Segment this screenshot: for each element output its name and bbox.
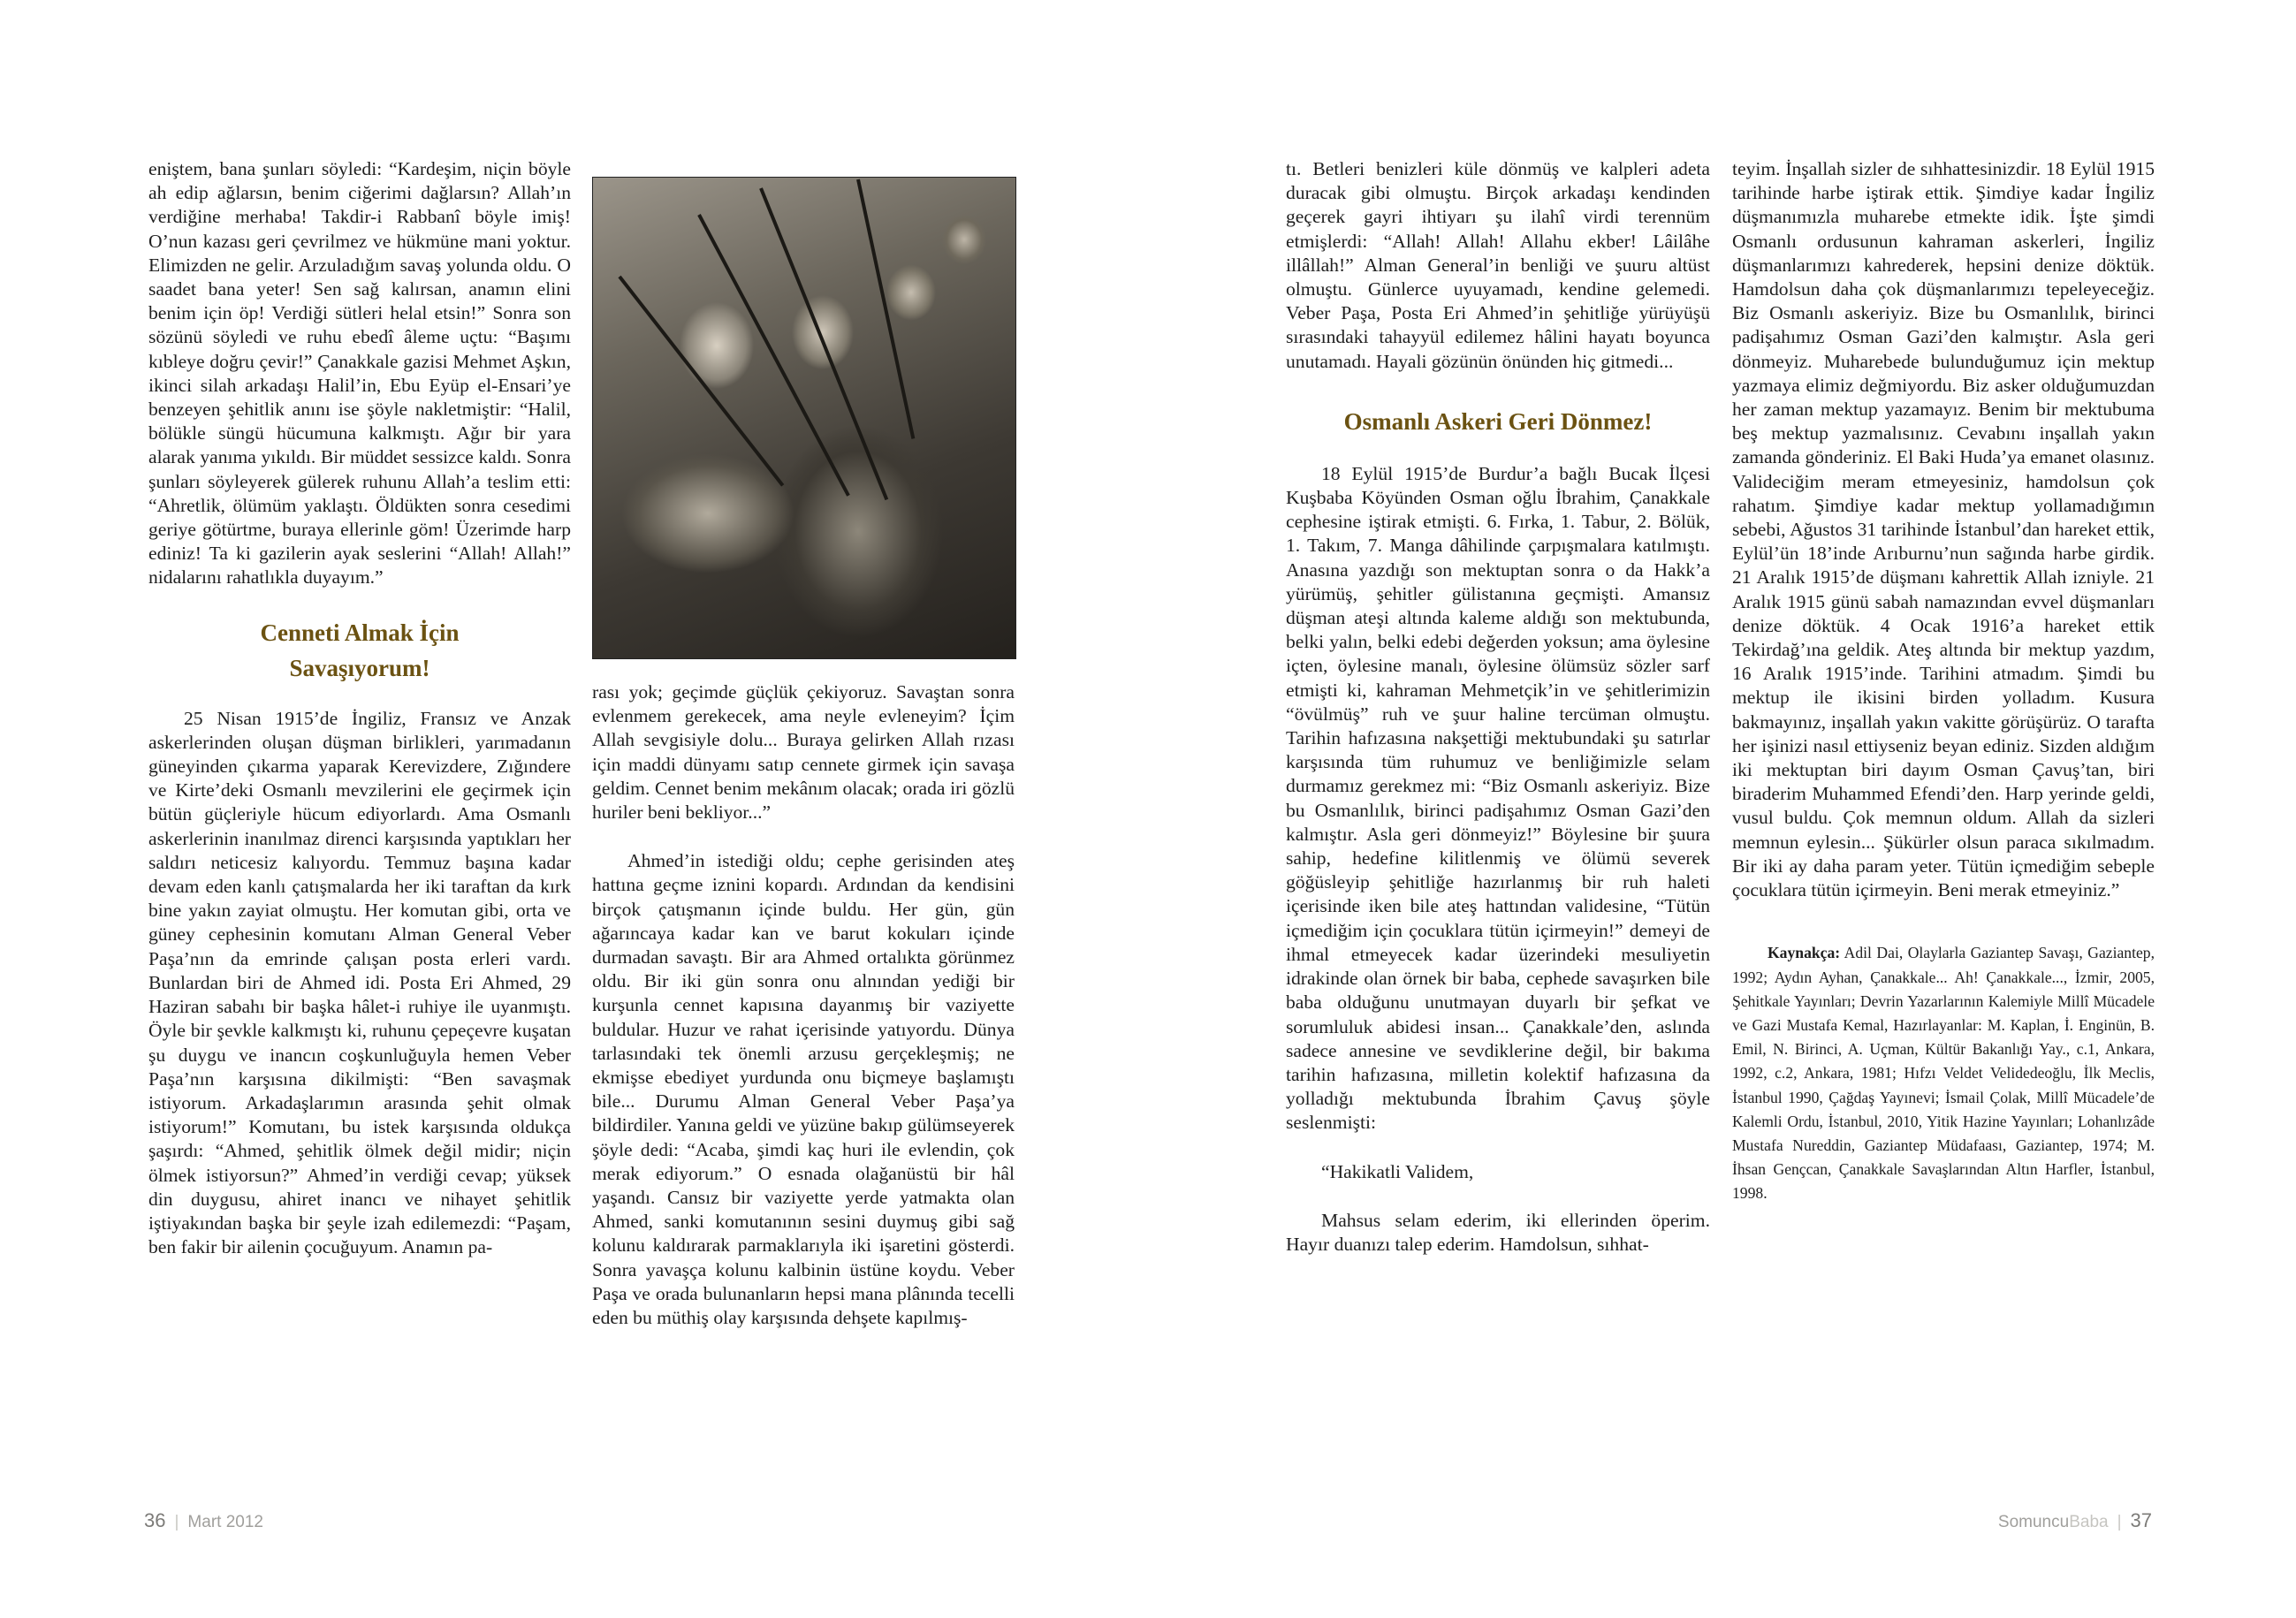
soldiers-photo <box>592 177 1016 659</box>
issue-date: Mart 2012 <box>187 1513 263 1531</box>
section-heading: Cenneti Almak İçin Savaşıyorum! <box>260 619 460 681</box>
right-column-2 <box>1732 157 2155 1206</box>
letter-salutation: “Hakikatli Validem, <box>1321 1160 1474 1182</box>
paragraph: enіştem, bana şunları söyledi: “Kardeşim, niçin böyle ah edip ağlarsın, benim ciğerimi dağlarsın? Allah’ın verdiğine merhaba! Takdir-i Rabbanî böyle imiş! O’nun kazası geri çevrilmez ve hükmüne mani yoktur. Elimizden ne gelir. Arzuladığım savaş yolunda oldu. O saadet bana yeter! Sen sağ kalırsan, anamın elini benim için öp! Verdiği sütleri helal etsin!” Sonra son sözünü söyledi ve ruhu ebedî âleme uçtu: “Başımı kıbleye doğru çevir!” Çanakkale gazisi Mehmet Aşkın, ikinci silah arkadaşı Halil’in, Ebu Eyüp el-Ensari’ye benzeyen şehitlik anını ise şöyle nakletmiştir: “Halil, bölükle süngü hücumuna kalkmıştı. Ağır bir yara alarak yanıma yıkıldı. Bir müddet sessizce kaldı. Sonra şunları söyleyerek gülerek ruhunu Allah’a teslim etti: “Ahretlik, ölümüm yaklaştı. Öldükten sonra cesedimi geriye götürtme, buraya ellerinle göm! Üzerimde harp ediniz! Ta ki gazilerin ayak seslerini “Allah! Allah!” nidalarını rahatlıkla duyayım.” <box>148 158 571 589</box>
page-number: 36 <box>144 1509 166 1531</box>
paragraph: teyim. İnşallah sizler de sıhhattesinizdir. 18 Eylül 1915 tarihinde harbe iştirak ettik. Şimdiye kadar İngiliz düşmanımızla muharebe etmekte idik. İşte şimdi Osmanlı ordusunun kahraman askerleri, İngiliz düşmanlarımızı kahrederek, hepsini denize döktük. Hamdolsun daha çok düşmanlarımızı tepeleyeceğiz. Biz Osmanlı askeriyiz. Bize bu Osmanlılık, birinci padişahımız Osman Gazi’den kalmıştır. Asla geri dönmeyiz. Muharebede bulunduğumuz için mektup yazmaya elimiz değmiyordu. Biz asker olduğumuzdan her zaman mektup yazamayız. Benim bir mektubuma beş mektup yazmalısınız. Cevabını inşallah yakın zamanda gönderiniz. El Baki Huda’ya emanet olasınız. Valideciğim meram etmeyesiniz, hamdolsun çok rahatım. Şimdiye kadar mektup yollamadığımın sebebi, Ağustos 31 tarihinde İstanbul’dan hareket ettik, Eylül’ün 18’inde Arıburnu’nun sağında harbe girdik. 21 Aralık 1915’de düşmanı kahrettik Allah izniyle. 21 Aralık 1915 günü sabah namazından evvel düşmanları denize döktük. 4 Ocak 1916’a hareket ettik Tekirdağ’ına geldik. Ateş altında bir mektup yazdım, 16 Aralık 1915’inde. Tarihini atmadım. Şimdi bu mektup ile ikisini birden yolladım. Kusura bakmayınız, inşallah yakın vakitte görüşürüz. O tarafta her işinizi nasıl ettiyseniz beyan ediniz. Sizden aldığım iki mektuptan biri dayım Osman Çavuş’tan, biri biraderim Muhammed Efendi’den. Harp yerinde geldi, vusul buldu. Çok memnun oldum. Allah da sizleri memnun eylesin... Şükürler olsun paraca sıkılmadım. Bir iki ay daha param yeter. Tütün içmediğim sebeple çocuklara tütün içirmeyin. Beni merak etmeyiniz.” <box>1732 158 2155 901</box>
section-heading: Osmanlı Askeri Geri Dönmez! <box>1343 407 1653 435</box>
brand-part-2: Baba <box>2069 1513 2109 1531</box>
right-footer: SomuncuBaba | 37 <box>1997 1509 2152 1531</box>
right-column-1 <box>1286 157 1710 1257</box>
paragraph: tı. Betleri benizleri küle dönmüş ve kalpleri adeta duracak gibi olmuştu. Birçok arkadaşı kendinden geçerek gayri ihtiyarı şu ilahî virdi terennüm etmişlerdi: “Allah! Allah! Allahu ekber! Lâilâhe illâllah!” Alman General’in benliği ve şuuru altüst olmuştu. Günlerce uyuyamadı, kendine gelemedi. Veber Paşa, Posta Eri Ahmed’in şehitliğe yürüyüşü sırasındaki tahayyül edilemez hâlini hayatı boyunca unutamadı. Hayali gözünün önünden hiç gitmedi... <box>1286 158 1710 372</box>
left-column-2 <box>592 680 1015 1330</box>
references-label: Kaynakça: <box>1768 944 1841 962</box>
paragraph: Ahmed’in istediği oldu; cephe gerisinden ateş hattına geçme iznini kopardı. Ardından da kendisini birçok çatışmanın içinde buldu. Her gün, gün ağarıncaya kadar kan ve barut kokuları içinde durmadan savaştı. Bir ara Ahmed ortalıkta görünmez oldu. Bir iki gün sonra onu alnından yediği bir kurşunla cennet kapısına dayanmış bir vaziyette buldular. Huzur ve rahat içerisinde yatıyordu. Dünya tarlasındaki tek önemli arzusu gerçekleşmiş; ne ekmişse ebediyet yurdunda onu biçmeye başlamıştı bile... Durumu Alman General Veber Paşa’ya bildirdiler. Yanına geldi ve yüzüne bakıp gülümseyerek şöyle dedi: “Acaba, şimdi kaç huri ile evlendin, çok merak ediyorum.” O esnada olağanüstü bir hâl yaşandı. Cansız bir vaziyette yerde yatmakta olan Ahmed, sanki komutanının sesini duymuş gibi sağ kolunu kaldırarak parmaklarıyla iki işaretini gösterdi. Sonra yavaşça kolunu kalbinin üstüne koydu. Veber Paşa ve orada bulunanların hepsi mana plânında tecelli eden bu müthiş olay karşısında dehşete kapılmış- <box>592 850 1015 1329</box>
paragraph: Mahsus selam ederim, iki ellerinden öperim. Hayır duanızı talep ederim. Hamdolsun, sıhhat- <box>1286 1209 1710 1255</box>
brand-logo <box>1998 1513 2109 1531</box>
left-footer: 36 | Mart 2012 <box>144 1509 263 1531</box>
left-column-1 <box>148 157 571 1259</box>
paragraph: 25 Nisan 1915’de İngiliz, Fransız ve Anzak askerlerinden oluşan düşman birlikleri, yarımadanın güneyinden çıkarma yaparak Kerevizdere, Zığındere ve Kirte’deki Osmanlı mevzilerini ele geçirmek için bütün güçleriyle hücum ediyorlardı. Ama Osmanlı askerlerinin inanılmaz direnci karşısında yaptıkları her saldırı neticesiz kalıyordu. Temmuz başına kadar devam eden kanlı çatışmalarda her iki taraftan da kırk bine yakın zayiat olmuştu. Her komutan gibi, orta ve güney cephesinin komutanı Alman General Veber Paşa’nın da emrinde çalışan posta erleri vardı. Bunlardan biri de Ahmed idi. Posta Eri Ahmed, 29 Haziran sabahı bir başka hâlet-i ruhiye ile uyanmıştı. Öyle bir şevkle kalkmıştı ki, ruhunu çepeçevre kuşatan şu duygu ve inancın coşkunluğuyla hemen Veber Paşa’nın karşısına dikilmişti: “Ben savaşmak istiyorum. Arkadaşlarımın arasında şehit olmak istiyorum!” Komutanı, bu istek karşısında oldukça şaşırdı: “Ahmed, şehitlik ölmek değil midir; niçin ölmek istiyorsun?” Ahmed’in verdiği cevap; yüksek din duygusu, ahiret inancı ve nihayet şehitlik iştiyakından başka bir şeyle izah edilemezdi: “Paşam, ben fakir bir ailenin çocuğuyum. Anamın pa- <box>148 707 571 1258</box>
brand-part-1: Somuncu <box>1997 1513 2070 1531</box>
page-number: 37 <box>2130 1509 2152 1531</box>
references-text: Adil Dai, Olaylarla Gaziantep Savaşı, Gaziantep, 1992; Aydın Ayhan, Çanakkale... Ah! Çanakkale..., İzmir, 2005, Şehitkale Yayınları; Devrin Yazarlarının Kalemiyle Millî Mücadele ve Gazi Mustafa Kemal, Hazırlayanlar: M. Kaplan, İ. Enginün, B. Emil, N. Birinci, A. Uçman, Kültür Bakanlığı Yay., c.1, Ankara, 1992, c.2, Ankara, 1981; Hıfzı Veldet Velidedeoğlu, İlk Meclis, İstanbul 1990, Çağdaş Yayınevi; İsmail Çolak, Millî Mücadele’de Kalemli Ordu, İstanbul, 2010, Yitik Hazine Yayınları; Lohanlızâde Mustafa Nureddin, Gaziantep Müdafaası, Gaziantep, 1974; M. İhsan Gençcan, Çanakkale Savaşlarından Altın Harfler, İstanbul, 1998. <box>1732 944 2155 1203</box>
paragraph: rası yok; geçimde güçlük çekiyoruz. Savaştan sonra evlenmem gerekecek, ama neyle evleneyim? İçim Allah sevgisiyle dolu... Buraya gelirken Allah rızası için maddi dünyamı satıp cennete girmek için savaşa geldim. Cennet benim mekânım olacak; orada iri gözlü huriler beni bekliyor...” <box>592 681 1015 824</box>
paragraph: 18 Eylül 1915’de Burdur’a bağlı Bucak İlçesi Kuşbaba Köyünden Osman oğlu İbrahim, Çanakkale cephesine iştirak etmişti. 6. Fırka, 1. Tabur, 2. Bölük, 1. Takım, 7. Manga dâhilinde çarpışmalara katılmıştı. Anasına yazdığı son mektuptan sonra o da Hakk’a yürümüş, şehitler gülistanına geçmişti. Amansız düşman ateşi altında kaleme aldığı son mektubunda, belki yalın, belki edebi değerden yoksun; ama öylesine içten, öylesine manalı, öylesine ölümsüz sözler sarf etmişti ki, kahraman Mehmetçik’in ve şehitlerimizin “övülmüş” ruh ve şuur haline tercüman olmuştu. Tarihin hafızasına nakşettiği mektubundaki şu satırlar karşısında tüm ruhumuz ve benliğimizle selam durmamız gerekmez mi: “Biz Osmanlı askeriyiz. Bize bu Osmanlılık, birinci padişahımız Osman Gazi’den kalmıştır. Asla geri dönmeyiz!” Böylesine bir şuura sahip, hedefine kilitlenmiş ve ölümü severek göğüsleyip şehitliğe hazırlanmış bir ruh haleti içerisinde iken bile ateş hattından validesine, “Tütün içmediğim için çocuklara tütün içirmeyin!” demeyi de ihmal etmeyecek kadar üzerindeki mesuliyetin idrakinde olan örnek bir baba, cephede savaşırken bile baba olduğunu unutmayan duyarlı bir şefkat ve sorumluluk abidesi insan... Çanakkale’den, aslında sadece annesine ve sevdiklerine değil, bir bakıma tarihin hafızasına, milletin kolektif hafızasına da yolladığı mektubunda İbrahim Çavuş şöyle seslenmişti: <box>1286 462 1710 1134</box>
references <box>1732 941 2155 1205</box>
